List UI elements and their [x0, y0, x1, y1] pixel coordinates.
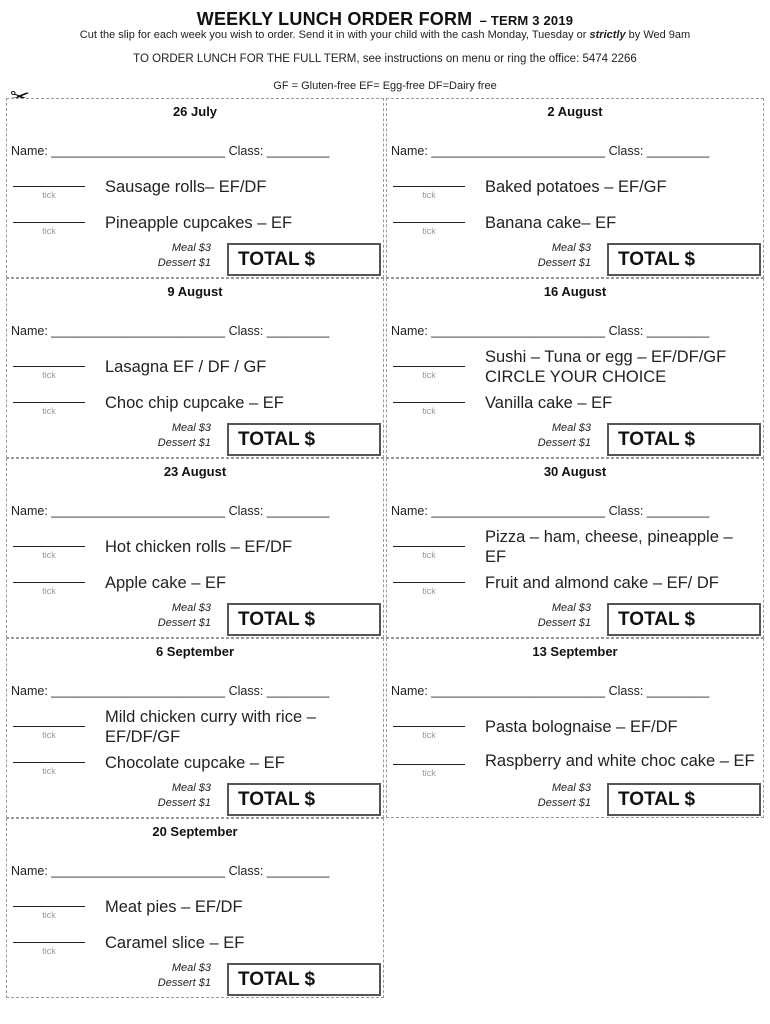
tick-label: tick: [422, 370, 436, 380]
meal-price: Meal $3: [171, 602, 211, 614]
tick-label: tick: [422, 768, 436, 778]
total-box[interactable]: TOTAL $: [227, 963, 381, 996]
price-list: [517, 601, 591, 631]
total-box[interactable]: TOTAL $: [227, 603, 381, 636]
name-class-row[interactable]: [11, 324, 329, 338]
tick-label: tick: [42, 910, 56, 920]
class-field[interactable]: Class: _________: [228, 504, 330, 518]
price-list: [517, 421, 591, 451]
dessert-text: Pineapple cupcakes – EF: [105, 214, 293, 232]
meal-text: Lasagna EF / DF / GF: [105, 358, 267, 376]
dessert-price: Dessert $1: [157, 617, 211, 629]
menu-item-dessert: [7, 206, 383, 240]
tick-label: tick: [42, 406, 56, 416]
menu-item-meal: [7, 530, 383, 564]
class-field[interactable]: Class: _________: [608, 324, 710, 338]
dessert-price: Dessert $1: [537, 617, 591, 629]
tick-line[interactable]: [393, 186, 465, 187]
menu-item-dessert: [7, 566, 383, 600]
full-term-note: TO ORDER LUNCH FOR THE FULL TERM, see instructions on menu or ring the office: 5474 2266: [133, 53, 637, 65]
instructions-start: Cut the slip for each week you wish to order. Send it in with your child with the cash Monday, Tuesday or: [79, 29, 587, 41]
name-class-row[interactable]: [391, 144, 709, 158]
price-list: [517, 241, 591, 271]
tick-line[interactable]: [393, 582, 465, 583]
menu-item-dessert: [387, 566, 763, 600]
meal-text: Sausage rolls– EF/DF: [105, 178, 267, 196]
dessert-text: Apple cake – EF: [105, 574, 227, 592]
meal-text: Hot chicken rolls – EF/DF: [105, 538, 293, 556]
dessert-price: Dessert $1: [157, 257, 211, 269]
tick-label: tick: [422, 550, 436, 560]
meal-price: Meal $3: [171, 962, 211, 974]
dessert-text: Caramel slice – EF: [105, 934, 245, 952]
tick-line[interactable]: [13, 402, 85, 403]
class-field[interactable]: Class: _________: [228, 864, 330, 878]
menu-item-meal: [7, 350, 383, 384]
dessert-text: Banana cake– EF: [485, 214, 617, 232]
tick-label: tick: [42, 226, 56, 236]
menu-item-meal: [7, 705, 383, 749]
tick-label: tick: [422, 730, 436, 740]
menu-item-meal: [387, 170, 763, 204]
tick-line[interactable]: [13, 582, 85, 583]
price-list: [137, 601, 211, 631]
name-field[interactable]: Name: _________________________: [391, 324, 606, 338]
menu-item-dessert: [7, 926, 383, 960]
slip-date: 13 September: [532, 644, 618, 659]
name-field[interactable]: Name: _________________________: [11, 864, 226, 878]
name-class-row[interactable]: [11, 864, 329, 878]
tick-label: tick: [42, 946, 56, 956]
menu-item-meal: [387, 525, 763, 569]
tick-line[interactable]: [393, 222, 465, 223]
name-field[interactable]: Name: _________________________: [391, 504, 606, 518]
dessert-price: Dessert $1: [157, 977, 211, 989]
dessert-text: Choc chip cupcake – EF: [105, 394, 284, 412]
name-class-row[interactable]: [391, 324, 709, 338]
tick-label: tick: [42, 550, 56, 560]
order-slip: [6, 638, 384, 818]
total-box[interactable]: TOTAL $: [607, 243, 761, 276]
slip-date: 16 August: [543, 284, 607, 299]
dessert-price: Dessert $1: [157, 437, 211, 449]
tick-line[interactable]: [393, 726, 465, 727]
class-field[interactable]: Class: _________: [608, 144, 710, 158]
price-list: [137, 961, 211, 991]
class-field[interactable]: Class: _________: [228, 684, 330, 698]
tick-label: tick: [42, 730, 56, 740]
tick-line[interactable]: [13, 546, 85, 547]
menu-item-dessert: [387, 739, 763, 783]
slip-date: 9 August: [167, 284, 223, 299]
form-title: [0, 9, 770, 30]
total-box[interactable]: TOTAL $: [227, 243, 381, 276]
name-field[interactable]: Name: _________________________: [11, 144, 226, 158]
name-class-row[interactable]: [11, 144, 329, 158]
price-list: [137, 421, 211, 451]
total-box[interactable]: TOTAL $: [227, 423, 381, 456]
price-list: [517, 781, 591, 811]
order-slip: [6, 98, 384, 278]
total-box[interactable]: TOTAL $: [227, 783, 381, 816]
name-class-row[interactable]: [11, 684, 329, 698]
instructions-strict: strictly: [589, 29, 626, 41]
dessert-price: Dessert $1: [157, 797, 211, 809]
tick-line[interactable]: [13, 222, 85, 223]
meal-price: Meal $3: [551, 242, 591, 254]
dessert-text: Vanilla cake – EF: [485, 394, 613, 412]
order-slip: [386, 98, 764, 278]
meal-text: Meat pies – EF/DF: [105, 898, 243, 916]
tick-label: tick: [42, 586, 56, 596]
meal-text: Mild chicken curry with rice – EF/DF/GF: [105, 708, 316, 746]
name-class-row[interactable]: [391, 684, 709, 698]
order-slip: [6, 458, 384, 638]
total-box[interactable]: TOTAL $: [607, 423, 761, 456]
total-box[interactable]: TOTAL $: [607, 603, 761, 636]
tick-line[interactable]: [393, 764, 465, 765]
tick-label: tick: [422, 190, 436, 200]
name-field[interactable]: Name: _________________________: [11, 684, 226, 698]
total-box[interactable]: TOTAL $: [607, 783, 761, 816]
meal-price: Meal $3: [171, 242, 211, 254]
slip-date: 2 August: [547, 104, 603, 119]
dessert-text: Fruit and almond cake – EF/ DF: [485, 574, 719, 592]
tick-line[interactable]: [13, 906, 85, 907]
tick-label: tick: [422, 586, 436, 596]
tick-label: tick: [42, 766, 56, 776]
menu-item-meal: [387, 345, 763, 389]
meal-price: Meal $3: [171, 782, 211, 794]
tick-label: tick: [422, 226, 436, 236]
tick-line[interactable]: [393, 366, 465, 367]
dessert-price: Dessert $1: [537, 797, 591, 809]
order-instructions: [0, 29, 770, 41]
class-field[interactable]: Class: _________: [228, 324, 330, 338]
slip-date: 26 July: [172, 104, 218, 119]
class-field[interactable]: Class: _________: [608, 684, 710, 698]
tick-line[interactable]: [13, 726, 85, 727]
price-list: [137, 781, 211, 811]
form-title-text: WEEKLY LUNCH ORDER FORM: [196, 9, 473, 29]
name-class-row[interactable]: [391, 504, 709, 518]
diet-legend: GF = Gluten-free EF= Egg-free DF=Dairy free: [273, 80, 497, 92]
term-label: – TERM 3 2019: [479, 13, 574, 28]
dessert-text: Raspberry and white choc cake – EF: [485, 752, 755, 770]
menu-item-meal: [7, 890, 383, 924]
order-slip: [386, 638, 764, 818]
meal-text: Pasta bolognaise – EF/DF: [485, 718, 678, 736]
tick-line[interactable]: [13, 762, 85, 763]
name-field[interactable]: Name: _________________________: [11, 504, 226, 518]
tick-line[interactable]: [13, 186, 85, 187]
tick-line[interactable]: [13, 366, 85, 367]
tick-line[interactable]: [393, 402, 465, 403]
tick-label: tick: [422, 406, 436, 416]
dessert-price: Dessert $1: [537, 257, 591, 269]
menu-item-meal: [7, 170, 383, 204]
menu-item-dessert: [7, 386, 383, 420]
tick-line[interactable]: [393, 546, 465, 547]
order-slip: [6, 278, 384, 458]
meal-text: Baked potatoes – EF/GF: [485, 178, 667, 196]
name-field[interactable]: Name: _________________________: [11, 324, 226, 338]
order-slip: [386, 278, 764, 458]
order-slip: [386, 458, 764, 638]
dessert-price: Dessert $1: [537, 437, 591, 449]
order-slip: [6, 818, 384, 998]
menu-item-dessert: [387, 386, 763, 420]
meal-text: Sushi – Tuna or egg – EF/DF/GF CIRCLE YOUR CHOICE: [485, 348, 727, 386]
name-field[interactable]: Name: _________________________: [391, 684, 606, 698]
instructions-end: by Wed 9am: [628, 29, 691, 41]
tick-line[interactable]: [13, 942, 85, 943]
name-field[interactable]: Name: _________________________: [391, 144, 606, 158]
tick-label: tick: [42, 190, 56, 200]
meal-price: Meal $3: [551, 782, 591, 794]
slip-date: 20 September: [152, 824, 238, 839]
class-field[interactable]: Class: _________: [608, 504, 710, 518]
price-list: [137, 241, 211, 271]
menu-item-dessert: [7, 746, 383, 780]
meal-price: Meal $3: [171, 422, 211, 434]
class-field[interactable]: Class: _________: [228, 144, 330, 158]
slip-date: 6 September: [155, 644, 235, 659]
menu-item-dessert: [387, 206, 763, 240]
slip-date: 30 August: [543, 464, 607, 479]
name-class-row[interactable]: [11, 504, 329, 518]
meal-price: Meal $3: [551, 422, 591, 434]
dessert-text: Chocolate cupcake – EF: [105, 754, 285, 772]
slip-date: 23 August: [163, 464, 227, 479]
tick-label: tick: [42, 370, 56, 380]
meal-price: Meal $3: [551, 602, 591, 614]
meal-text: Pizza – ham, cheese, pineapple – EF: [485, 528, 733, 566]
